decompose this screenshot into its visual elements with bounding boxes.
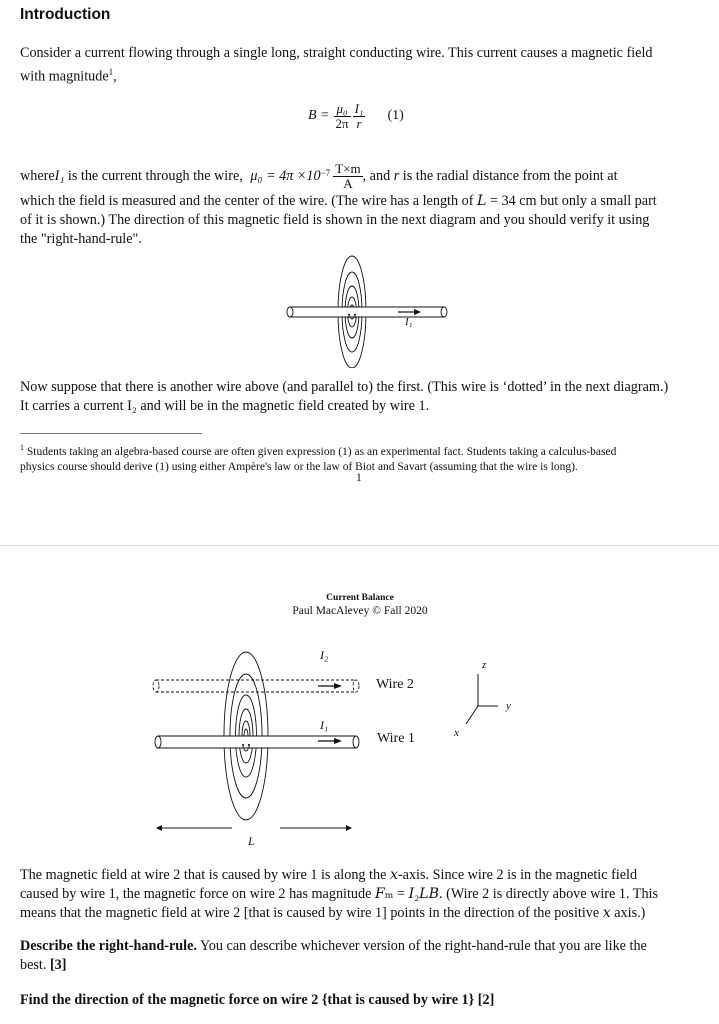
header-title: Current Balance — [326, 593, 394, 603]
length-label: L — [248, 834, 255, 848]
wire-cylinder — [287, 307, 447, 317]
wire-2-label: Wire 2 — [376, 677, 414, 692]
x-axis — [466, 706, 478, 724]
wire-1-cylinder — [155, 736, 359, 748]
question-1-prompt: Describe the right-hand-rule. — [20, 938, 197, 954]
intro-paragraph — [20, 44, 703, 87]
question-2: Find the direction of the magnetic force on wire 2 {that is caused by wire 1} [2] — [20, 992, 495, 1008]
current-label-I2: I₂ — [320, 648, 329, 662]
length-arrow-right — [280, 825, 352, 831]
current-arrow-wire-2 — [318, 683, 342, 689]
current-label-I1: I₁ — [405, 316, 413, 328]
axis-label-x: x — [454, 727, 459, 739]
unit-fraction: $\frac{T\times m}{A}$ — [335, 160, 361, 191]
intro-line-1: Consider a current flowing through a single long, straight conducting wire. This current causes a magnetic field — [20, 45, 653, 61]
question-1-marks: [3] — [49, 957, 67, 973]
axis-label-y: y — [506, 700, 511, 712]
single-wire-field-diagram — [280, 238, 460, 368]
length-arrow-left — [156, 825, 232, 831]
page-separator — [0, 545, 719, 546]
wire-1-label: Wire 1 — [377, 731, 415, 746]
axis-label-z: z — [482, 659, 487, 671]
footnote-rule — [20, 433, 202, 434]
mu0-line: where I₁ is the current through the wire, μ₀ = 4π ×10 −7 $\frac{T\times m}{A}$ , and r is the radial distance from the point at — [20, 160, 618, 191]
coordinate-axes — [448, 660, 528, 740]
current-label-I1: I₁ — [320, 718, 329, 732]
equation-fraction-mu: $\frac{\text{μ₀}}{2\pi}$ — [335, 100, 349, 131]
header-author: Paul MacAlevey © Fall 2020 — [292, 605, 428, 617]
equation-fraction-current: $\frac{\text{I₁}}{r}$ — [354, 100, 364, 131]
force-paragraph: The magnetic field at wire 2 that is caused by wire 1 is along the 𝑥-axis. Since wire 2 is in the magnetic field caused by wire 1, the magnetic force on wire 2 has magnitude 𝐹ₘ = 𝐼₂𝐿𝐵. (Wire 2 is directly above wire 1. This means that the magnetic field at wire 2 [that is caused by wire 1] points in the direction of the positive 𝑥 axis.) — [20, 867, 659, 921]
second-wire-paragraph: Now suppose that there is another wire above (and parallel to) the first. (This wire is ‘dotted’ in the next diagram.) It carries a current I₂ and will be in the magnetic field created by wire 1. — [20, 379, 669, 414]
footnote-marker: 1 — [108, 67, 114, 77]
section-heading: Introduction — [20, 6, 111, 23]
mu0-expression: μ₀ = 4π ×10 — [250, 167, 321, 184]
two-wire-diagram — [148, 650, 370, 844]
equation-number: (1) — [387, 108, 404, 123]
footnote: $^1$ Students taking an algebra-based course are often given expression (1) as an experimental fact. Students taking a calculus-based physics course should derive (1) using either Ampère's law or the law of Biot and Savart (assuming that the wire is long). — [20, 443, 617, 473]
page-number: 1 — [356, 472, 362, 484]
intro-line-2: with magnitude$^1$, — [20, 67, 117, 85]
equation-1 — [308, 96, 404, 136]
page-header — [260, 592, 460, 618]
equation-lhs: B = — [308, 108, 330, 123]
question-1: Describe the right-hand-rule. You can describe whichever version of the right-hand-rule that you are like the best. [3] — [20, 938, 647, 973]
wire-description: which the field is measured and the center of the wire. (The wire has a length of 𝐿 = 34 cm but only a small part of it is shown.) The direction of this magnetic field is shown in the next diagram and you should verify it using the "right-hand-rule". — [20, 193, 657, 247]
